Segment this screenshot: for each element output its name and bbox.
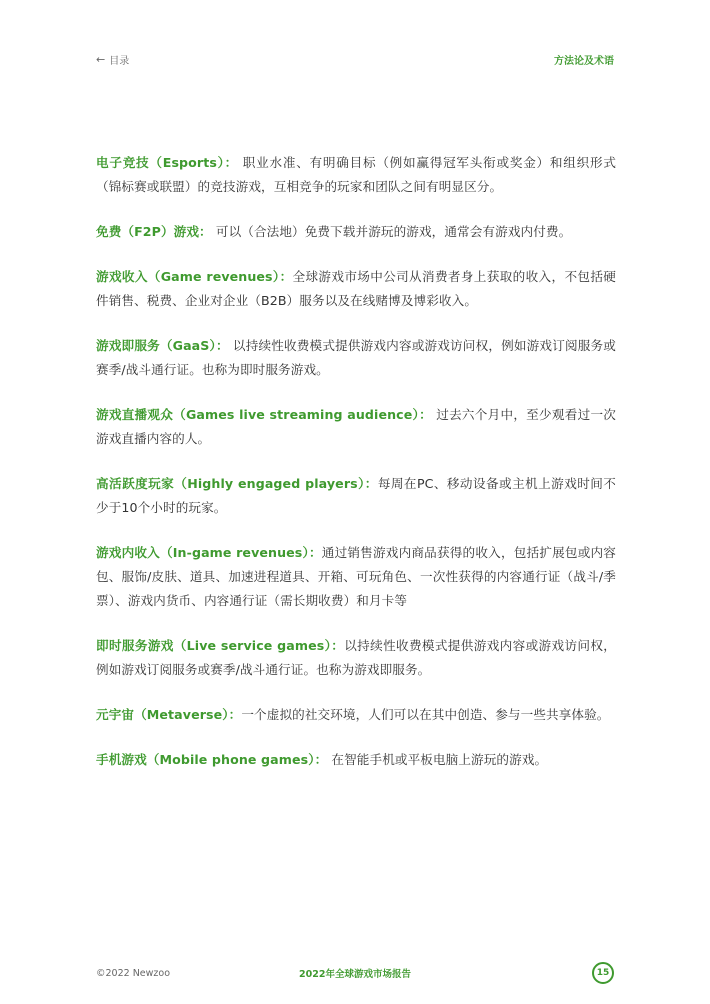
glossary-entry-in-game-revenues (96, 541, 616, 613)
term-definition: 一个虚拟的社交环境，人们可以在其中创造、参与一些共享体验。 (241, 707, 610, 722)
term-name: 高活跃度玩家（Highly engaged players）： (96, 476, 378, 491)
term-definition: 全球游戏市场中公司从消费者身上获取的收入，不包括硬件销售、税费、企业对企业（B2B）服务以及在线赌博及博彩收入。 (96, 269, 616, 308)
glossary-entry-engaged-players (96, 472, 616, 520)
term-name: 手机游戏（Mobile phone games）： (96, 752, 328, 767)
term-name: 游戏内收入（In-game revenues）： (96, 545, 322, 560)
term-name: 电子竞技（Esports）： (96, 155, 239, 170)
glossary-entry-live-service (96, 634, 616, 682)
section-title: 方法论及术语 (554, 56, 614, 67)
toc-link[interactable] (96, 52, 129, 67)
toc-link-label: 目录 (109, 56, 130, 67)
page-number: 15 (592, 962, 614, 984)
copyright: ©2022 Newzoo (96, 967, 171, 979)
term-definition: 职业水准、有明确目标（例如赢得冠军头衔或奖金）和组织形式（锦标赛或联盟）的竞技游戏，互相竞争的玩家和团队之间有明显区分。 (96, 155, 617, 194)
term-definition: 每周在PC、移动设备或主机上游戏时间不少于10个小时的玩家。 (96, 476, 616, 515)
term-definition: 以持续性收费模式提供游戏内容或游戏访问权，例如游戏订阅服务或赛季/战斗通行证。也称为游戏即服务。 (96, 638, 616, 677)
glossary-entry-esports (96, 151, 616, 199)
glossary-list (96, 151, 616, 793)
term-definition: 过去六个月中，至少观看过一次游戏直播内容的人。 (96, 407, 616, 446)
term-definition: 可以（合法地）免费下载并游玩的游戏，通常会有游戏内付费。 (211, 224, 572, 239)
glossary-entry-f2p (96, 220, 616, 244)
term-definition: 以持续性收费模式提供游戏内容或游戏访问权，例如游戏订阅服务或赛季/战斗通行证。也称为即时服务游戏。 (96, 338, 616, 377)
term-definition: 通过销售游戏内商品获得的收入，包括扩展包或内容包、服饰/皮肤、道具、加速进程道具、开箱、可玩角色、一次性获得的内容通行证（战斗/季票）、游戏内货币、内容通行证（需长期收费）和月卡等 (96, 545, 616, 608)
term-name: 免费（F2P）游戏： (96, 224, 212, 239)
term-name: 游戏直播观众（Games live streaming audience）： (96, 407, 432, 422)
glossary-entry-game-revenues (96, 265, 616, 313)
glossary-entry-mobile-games (96, 748, 616, 772)
page-header (96, 52, 614, 67)
term-definition: 在智能手机或平板电脑上游玩的游戏。 (327, 752, 548, 767)
page-footer (96, 962, 614, 984)
back-arrow-icon: ← (96, 53, 106, 66)
term-name: 即时服务游戏（Live service games）： (96, 638, 345, 653)
term-name: 游戏收入（Game revenues）： (96, 269, 293, 284)
term-name: 元宇宙（Metaverse）： (96, 707, 242, 722)
report-title: 2022年全球游戏市场报告 (299, 969, 411, 980)
glossary-entry-gaas (96, 334, 616, 382)
term-name: 游戏即服务（GaaS）： (96, 338, 229, 353)
glossary-entry-metaverse (96, 703, 616, 727)
glossary-entry-live-streaming (96, 403, 616, 451)
